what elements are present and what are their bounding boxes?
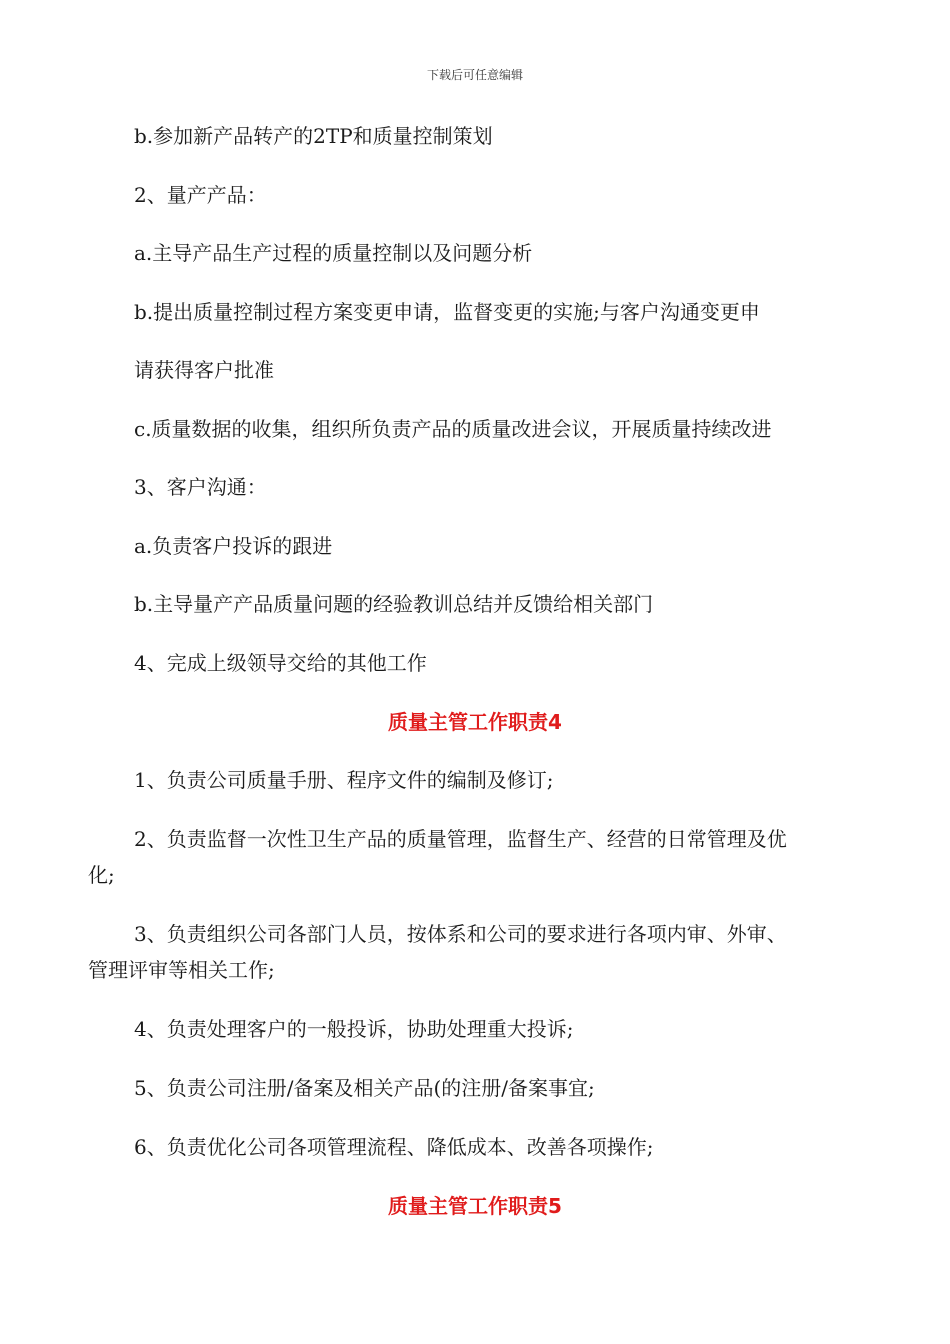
paragraph-line: 请获得客户批准 [134,358,274,382]
paragraph-line: 3、客户沟通： [134,475,267,499]
paragraph-line: 5、负责公司注册/备案及相关产品(的注册/备案事宜; [134,1076,595,1100]
page-header: 下载后可任意编辑 [426,68,523,82]
paragraph-line: 4、负责处理客户的一般投诉，协助处理重大投诉; [134,1017,574,1041]
paragraph-line: 1、负责公司质量手册、程序文件的编制及修订; [134,768,554,792]
paragraph-line: 2、量产产品： [134,183,267,207]
paragraph-line: 6、负责优化公司各项管理流程、降低成本、改善各项操作; [134,1135,654,1159]
section-heading-4: 质量主管工作职责4 [388,710,562,734]
paragraph-line: 化; [88,863,115,887]
paragraph-line: b.参加新产品转产的2TP和质量控制策划 [134,124,493,148]
paragraph-line: b.提出质量控制过程方案变更申请，监督变更的实施;与客户沟通变更申 [134,300,760,324]
paragraph-line: a.负责客户投诉的跟进 [134,534,333,558]
section-heading-5: 质量主管工作职责5 [388,1194,562,1218]
paragraph-line: 2、负责监督一次性卫生产品的质量管理，监督生产、经营的日常管理及优 [134,827,787,851]
paragraph-line: 4、完成上级领导交给的其他工作 [134,651,427,675]
paragraph-line: a.主导产品生产过程的质量控制以及问题分析 [134,241,533,265]
paragraph-line: 3、负责组织公司各部门人员，按体系和公司的要求进行各项内审、外审、 [134,922,787,946]
paragraph-line: 管理评审等相关工作; [88,958,275,982]
paragraph-line: b.主导量产产品质量问题的经验教训总结并反馈给相关部门 [134,592,654,616]
paragraph-line: c.质量数据的收集，组织所负责产品的质量改进会议，开展质量持续改进 [134,417,772,441]
